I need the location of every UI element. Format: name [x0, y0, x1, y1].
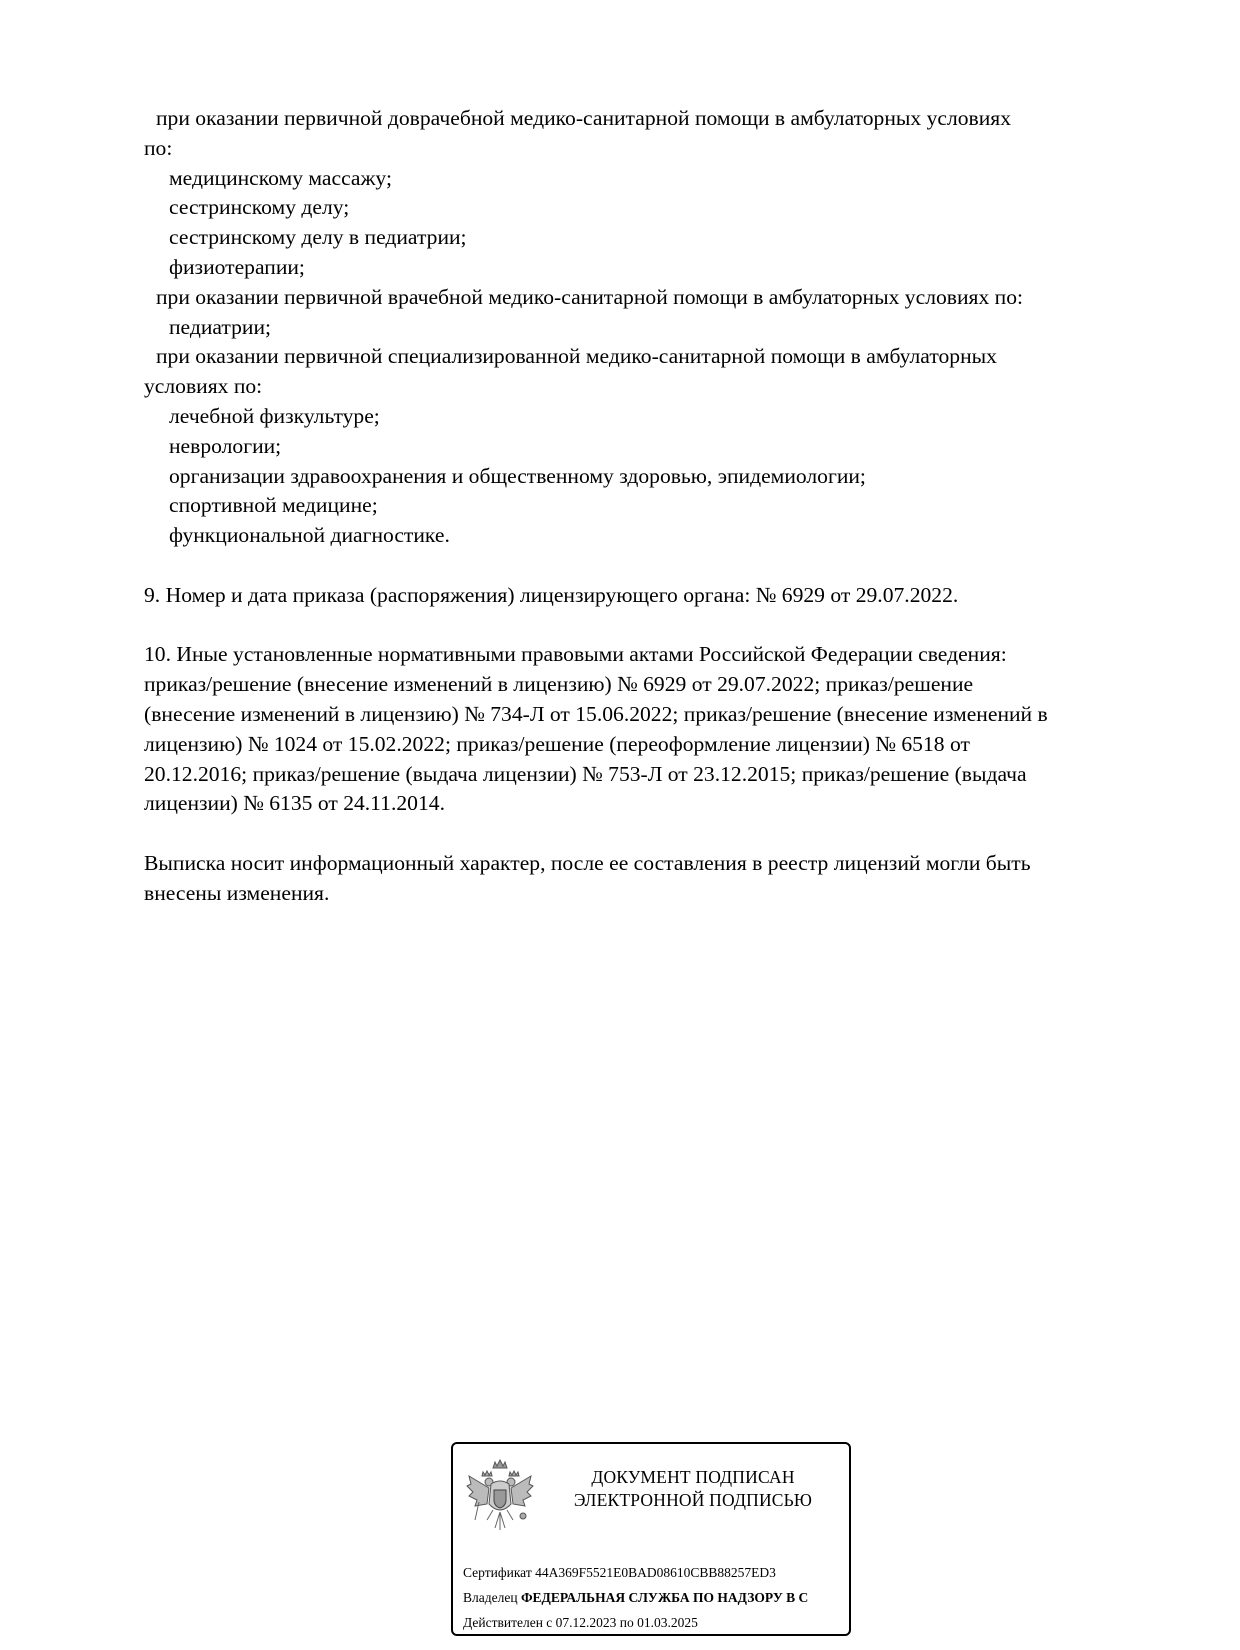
section-10-line: лицензию) № 1024 от 15.02.2022; приказ/решение (переоформление лицензии) № 6518 от [144, 731, 970, 756]
service-item: лечебной физкультуре; [169, 403, 380, 428]
section-10-line: лицензии) № 6135 от 24.11.2014. [144, 791, 445, 816]
owner-value: ФЕДЕРАЛЬНАЯ СЛУЖБА ПО НАДЗОРУ В С [520, 1590, 809, 1605]
section-10-line: 10. Иные установленные нормативными правовыми актами Российской Федерации сведения: [144, 642, 1007, 667]
service-item: организации здравоохранения и общественному здоровью, эпидемиологии; [169, 463, 866, 488]
stamp-details [463, 1560, 808, 1635]
service-item: сестринскому делу; [169, 195, 350, 220]
specialized-intro-continued: условиях по: [144, 374, 263, 399]
service-item: физиотерапии; [169, 254, 305, 279]
physician-intro: при оказании первичной врачебной медико-санитарной помощи в амбулаторных условиях по: [156, 284, 1023, 309]
section-9-order: 9. Номер и дата приказа (распоряжения) лицензирующего органа: № 6929 от 29.07.2022. [144, 582, 959, 607]
certificate-owner [463, 1585, 808, 1610]
russian-coat-of-arms-icon [465, 1454, 535, 1540]
prenursing-intro: при оказании первичной доврачебной медико-санитарной помощи в амбулаторных условиях [156, 106, 1012, 130]
service-item: спортивной медицине; [169, 493, 378, 518]
stamp-title [549, 1466, 837, 1512]
certificate-number: Сертификат 44A369F5521E0BAD08610CBB88257ED3 [463, 1565, 776, 1580]
service-item: сестринскому делу в педиатрии; [169, 225, 467, 250]
service-item: неврологии; [169, 433, 282, 458]
service-item: педиатрии; [169, 314, 272, 339]
paragraph-spacer [144, 611, 1164, 641]
document-body [144, 104, 1164, 909]
section-10-line: приказ/решение (внесение изменений в лицензию) № 6929 от 29.07.2022; приказ/решение [144, 672, 974, 697]
paragraph-spacer [144, 551, 1164, 581]
disclaimer-line: внесены изменения. [144, 880, 330, 905]
certificate-validity: Действителен с 07.12.2023 по 01.03.2025 [463, 1615, 698, 1630]
prenursing-intro-continued: по: [144, 135, 173, 160]
specialized-intro: при оказании первичной специализированной медико-санитарной помощи в амбулаторных [156, 344, 997, 369]
electronic-signature-stamp [451, 1442, 851, 1636]
stamp-title-line: ДОКУМЕНТ ПОДПИСАН [591, 1467, 795, 1487]
owner-label: Владелец [463, 1590, 518, 1605]
disclaimer-line: Выписка носит информационный характер, после ее составления в реестр лицензий могли быть [144, 850, 1031, 875]
service-item: медицинскому массажу; [169, 165, 392, 190]
section-10-line: (внесение изменений в лицензию) № 734-Л от 15.06.2022; приказ/решение (внесение изменений в [144, 701, 1048, 726]
section-10-line: 20.12.2016; приказ/решение (выдача лицензии) № 753-Л от 23.12.2015; приказ/решение (выдача [144, 761, 1027, 786]
paragraph-spacer [144, 819, 1164, 849]
stamp-title-line: ЭЛЕКТРОННОЙ ПОДПИСЬЮ [573, 1490, 813, 1510]
service-item: функциональной диагностике. [169, 523, 450, 548]
